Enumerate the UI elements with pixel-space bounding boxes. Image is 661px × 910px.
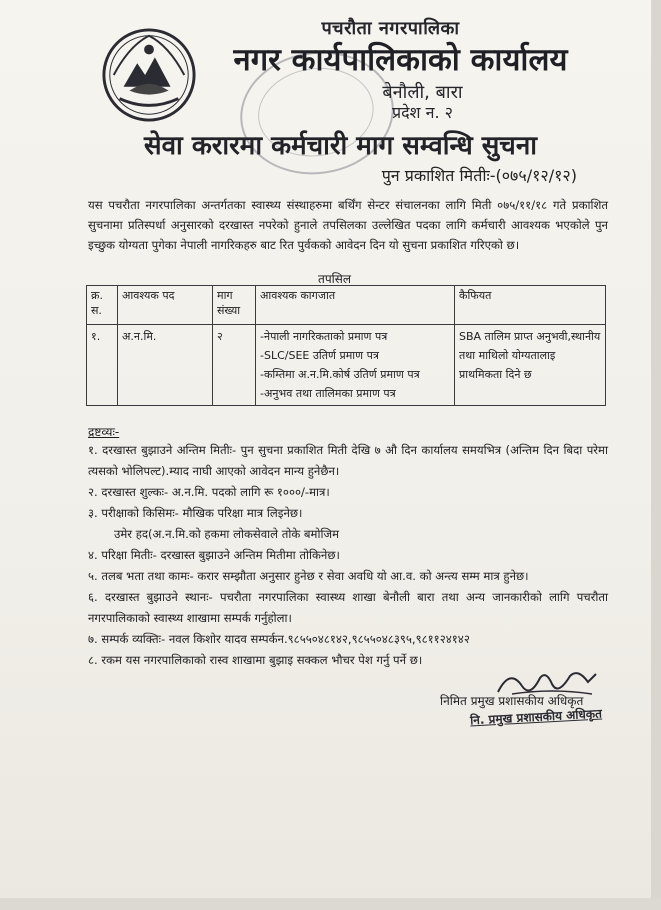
cell-post: अ.न.मि. [118, 325, 213, 406]
cell-docs [256, 325, 455, 406]
signatory-label: निमित प्रमुख प्रशासकीय अधिकृत [440, 694, 584, 708]
note-item: ७. सम्पर्क व्यक्तिः- नवल किशोर यादव सम्पर्कन.९८५५०४८१४२,९८५५०४८३९५,९८११२४१४२ [88, 632, 470, 646]
doc-line: -SLC/SEE उतिर्ण प्रमाण पत्र [260, 349, 379, 362]
header-count: माग संख्या [213, 286, 256, 325]
cell-sn: १. [87, 325, 118, 406]
note-item: ४. परिक्षा मितीः- दरखास्त बुझाउने अन्तिम मितीमा तोकिनेछ। [88, 548, 340, 562]
municipality-name: पचरौता नगरपालिका [321, 18, 460, 39]
header-sn: क्र. स. [87, 286, 118, 325]
note-item: उमेर हद(अ.न.मि.को हकमा लोकसेवाले तोके बमोजिम [114, 527, 340, 541]
note-item: १. दरखास्त बुझाउने अन्तिम मितीः- पुन सुचना प्रकाशित मिती देखि ७ औ दिन कार्यालय समयभित्र (अन्तिम दिन बिदा परेमा त्यसको भोलिपल्ट).म्याद नाघी आएको आवेदन मान्य हुनेछैन। [88, 443, 608, 478]
cell-remarks: SBA तालिम प्राप्त अनुभवी,स्थानीय तथा माथिलो योग्यतालाइ प्राथमिकता दिने छ [455, 325, 606, 406]
doc-line: -नेपाली नागरिकताको प्रमाण पत्र [260, 330, 388, 343]
page-bottom-shadow [0, 898, 661, 910]
intro-paragraph: यस पचरौता नगरपालिका अन्तर्गतका स्वास्थ्य संस्थाहरुमा बर्थिंग सेन्टर संचालनका लागि मिती ०७५/११/१८ गते प्रकाशित सुचनामा प्रतिस्पर्धा अनुसारको दरखास्त नपरेको हुनाले तपसिलका उल्लेखित पदका लागि कर्मचारी आवश्यक भएकोले पुन इच्छुक योग्यता पुगेका नेपाली नागरिकहरु बाट रित पुर्वकको आवेदन दिन यो सुचना प्रकाशित गरिएको छ। [88, 198, 608, 252]
notes-list [88, 440, 608, 671]
doc-line: -कम्तिमा अ.न.मि.कोर्ष उतिर्ण प्रमाण पत्र [260, 368, 420, 381]
office-name: नगर कार्यपालिकाको कार्यालय [233, 42, 568, 78]
notice-title: सेवा करारमा कर्मचारी माग सम्वन्धि सुचना [144, 131, 537, 161]
note-item: ३. परीक्षाको किसिमः- मौखिक परिक्षा मात्र लिइनेछ। [88, 506, 303, 520]
note-item: ६. दरखास्त बुझाउने स्थानः- पचरौता नगरपालिका स्वास्थ्य शाखा बेनौली बारा तथा अन्य जानकारीको लागि पचरौता नगरपालिकाको स्वास्थ्य शाखामा सम्पर्क गर्नुहोला। [88, 590, 608, 625]
republish-date: पुन प्रकाशित मितीः-(०७५/१२/१२) [381, 166, 577, 185]
cell-count: २ [213, 325, 256, 406]
office-location: बेनौली, बारा [382, 82, 463, 103]
province-label: प्रदेश न. २ [392, 103, 453, 122]
header-post: आवश्यक पद [118, 286, 213, 325]
header-remarks: कैफियत [455, 286, 606, 325]
requirements-table [86, 285, 606, 406]
doc-line: -अनुभव तथा तालिमका प्रमाण पत्र [260, 387, 396, 400]
table-caption: तपसिल [318, 272, 352, 286]
table-header-row [87, 286, 606, 325]
table-row [87, 325, 606, 406]
note-item: ८. रकम यस नगरपालिकाको रास्व शाखामा बुझाइ सक्कल भौचर पेश गर्नु पर्ने छ। [88, 653, 423, 667]
header-docs: आवश्यक कागजात [256, 286, 455, 325]
signatory-stamp: नि. प्रमुख प्रशासकीय अधिकृत [469, 706, 603, 728]
note-item: ५. तलब भता तथा कामः- करार सम्झौता अनुसार हुनेछ र सेवा अवधि यो आ.व. को अन्त्य सम्म मात्र हुनेछ। [88, 569, 529, 583]
note-item: २. दरखास्त शुल्कः- अ.न.मि. पदको लागि रू १०००/-मात्र। [88, 485, 330, 499]
notes-heading: द्रष्टव्यः- [88, 425, 120, 439]
